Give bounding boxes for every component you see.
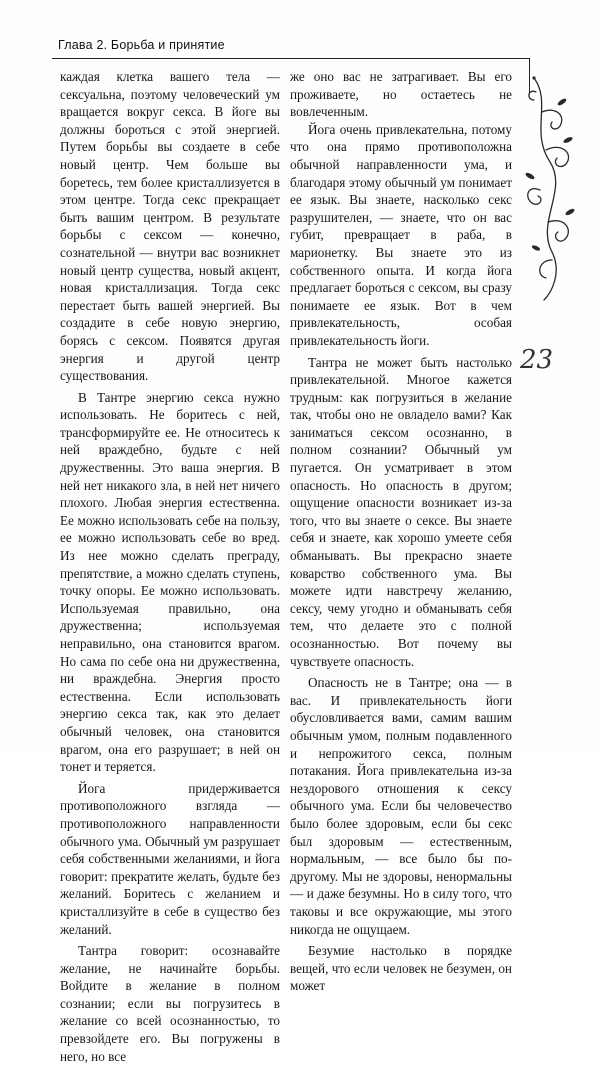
floral-flourish-icon	[522, 72, 578, 302]
chapter-title: Глава 2. Борьба и принятие	[58, 38, 225, 52]
left-column	[60, 68, 280, 1065]
header-rule	[52, 58, 530, 59]
paragraph: Опасность не в Тантре; она — в вас. И привлекательность йоги обусловливается вами, самим вашим обычным умом, полным подавленного и непрожитого секса, полным потакания. Йога привлекательна из-за нездорового отношения к сексу обычного ума. Если бы человечество было более здоровым, если бы секс был здоровым — естественным, нормальным, — все было бы по-другому. Мы не здоровы, ненормальны — и даже безумны. Но в силу того, что таковы и все окружающие, мы этого никогда не ощущаем.	[290, 675, 512, 937]
right-column	[290, 68, 512, 995]
paragraph: Йога придерживается противоположного взгляда — противоположного направленности обычного ума. Обычный ум разрушает себя собственными желаниями, и йога говорит: прекратите желать, будьте без желаний. Боритесь с желанием и кристаллизуйте в себе в существо без желаний.	[60, 780, 280, 937]
paragraph: каждая клетка вашего тела — сексуальна, поэтому человеческий ум вращается вокруг секса. В йоге вы должны бороться с этой энергией. Путем борьбы вы создаете в себе новый центр. Чем больше вы боретесь, тем более кристаллизуется в этом центре. Тогда секс прекращает быть вашим центром. В результате борьбы с сексом — конечно, сознательной — внутри вас возникнет новый центр существа, новый акцент, новая кристаллизация. Тогда секс перестает быть вашей энергией. Вы создадите в себе новую энергию, борясь с сексом. Появятся другая энергия и другой центр существования.	[60, 69, 280, 384]
paragraph: В Тантре энергию секса нужно использовать. Не боритесь с ней, трансформируйте ее. Не относитесь к ней враждебно, будьте с ней дружественны. Это ваша энергия. В ней нет никакого зла, в ней нет ничего плохого. Любая энергия естественна. Ее можно использовать себе на пользу, ее можно использовать себе во вред. Из нее можно сделать преграду, препятствие, а можно сделать ступень, точку опоры. Ее можно использовать. Используемая правильно, она дружественна; используемая неправильно, она становится врагом. Но сама по себе она ни дружественна, ни враждебна. Энергия просто естественна. Если использовать энергию секса так, как это делает обычный человек, она становится врагом, она его разрушает; в ней он тонет и теряется.	[60, 389, 280, 775]
paragraph: Тантра говорит: осознавайте желание, не начинайте борьбы. Войдите в желание в полном сознании; если вы погрузитесь в желание со всей осознанностью, то превзойдете его. Вы погружены в него, но все	[60, 943, 280, 1064]
page-number: 23	[520, 345, 554, 375]
paragraph: Безумие настолько в порядке вещей, что если человек не безумен, он может	[290, 943, 512, 994]
paragraph: Тантра не может быть настолько привлекательной. Многое кажется трудным: как погрузиться в желание так, чтобы оно не овладело вами? Как заниматься сексом осознанно, в полном сознании? Обычный ум пугается. Он усматривает в этом опасность. Но опасность в другом; ощущение опасности возникает из-за того, что вы знаете о сексе. Вы знаете себя и знаете, как хорошо умеете себя обманывать. Вы прекрасно знаете коварство собственного ума. Вы можете идти навстречу желанию, сексу, чему угодно и обманывать себя тем, что делаете это с полной осознанностью. Вот почему вы чувствуете опасность.	[290, 354, 512, 669]
paragraph: же оно вас не затрагивает. Вы его проживаете, но остаетесь не вовлеченным.	[290, 69, 512, 120]
paragraph: Йога очень привлекательна, потому что она прямо противоположна обычной направленности ума, и благодаря этому обычный ум понимает ее язык. Вы знаете, насколько секс разрушителен, — знаете, что он вас губит, превращает в раба, в марионетку. Вы знаете это из собственного опыта. И когда йога предлагает бороться с сексом, вы сразу понимаете ее язык. Вот в чем привлекательность, особая привлекательность йоги.	[290, 121, 512, 348]
